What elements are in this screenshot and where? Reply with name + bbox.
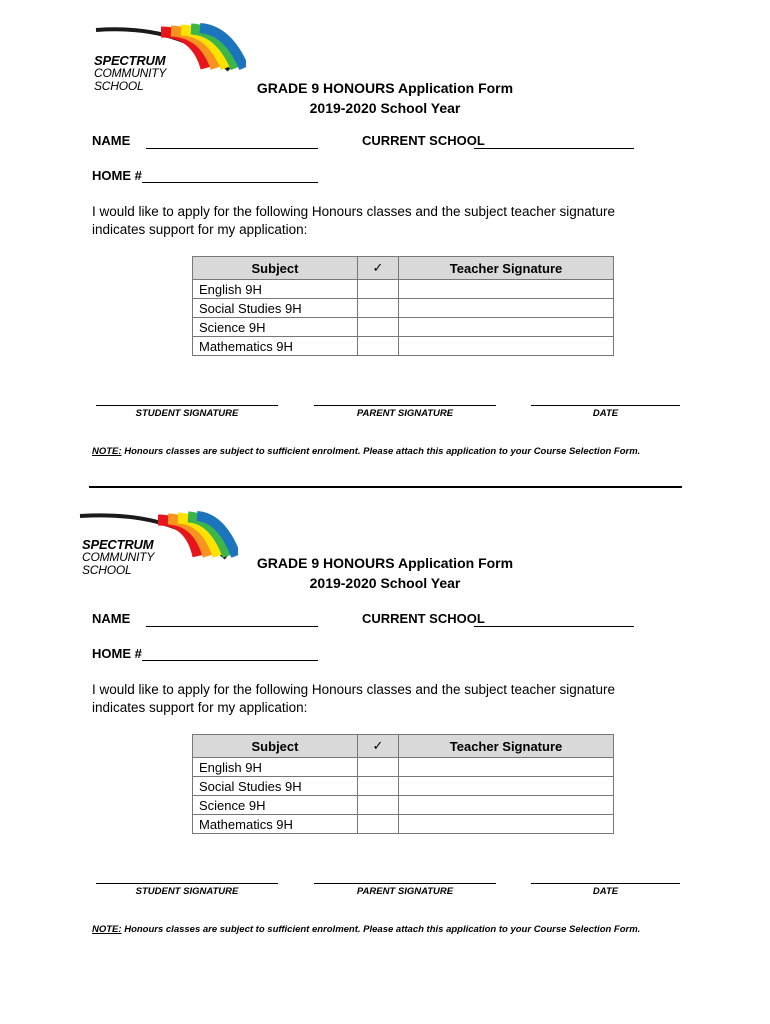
date-label: DATE xyxy=(592,408,619,419)
current-school-field[interactable] xyxy=(474,148,634,149)
subject-cell: Mathematics 9H xyxy=(193,815,358,834)
form-title xyxy=(0,78,770,118)
logo-line-2: COMMUNITY xyxy=(94,66,167,80)
logo-line-3: SCHOOL xyxy=(94,79,144,93)
intro-text: I would like to apply for the following Honours classes and the subject teacher signature indicates support for my application: xyxy=(92,204,616,237)
check-cell[interactable] xyxy=(358,777,399,796)
table-header-row xyxy=(193,735,614,758)
subject-cell: English 9H xyxy=(193,758,358,777)
form-title-line-1: GRADE 9 HONOURS Application Form xyxy=(256,555,514,571)
form-title-line-1: GRADE 9 HONOURS Application Form xyxy=(256,80,514,96)
check-cell[interactable] xyxy=(358,337,399,356)
name-field[interactable] xyxy=(146,626,318,627)
note xyxy=(92,924,640,935)
signature-cell[interactable] xyxy=(399,815,614,834)
table-row xyxy=(193,758,614,777)
signature-cell[interactable] xyxy=(399,318,614,337)
home-label: HOME # xyxy=(92,168,142,183)
subject-cell: English 9H xyxy=(193,280,358,299)
subject-cell: Science 9H xyxy=(193,318,358,337)
intro-text: I would like to apply for the following Honours classes and the subject teacher signature indicates support for my application: xyxy=(92,682,616,715)
note-text: Honours classes are subject to sufficient enrolment. Please attach this application to your Course Selection Form. xyxy=(121,924,641,935)
header-subject: Subject xyxy=(193,257,358,280)
header-check: ✓ xyxy=(358,735,399,758)
note-label: NOTE: xyxy=(92,924,122,935)
header-teacher-signature: Teacher Signature xyxy=(399,257,614,280)
logo-line-3: SCHOOL xyxy=(82,563,132,577)
signature-cell[interactable] xyxy=(399,337,614,356)
parent-signature-label: PARENT SIGNATURE xyxy=(356,408,454,419)
subject-cell: Mathematics 9H xyxy=(193,337,358,356)
form-title-line-2: 2019-2020 School Year xyxy=(309,100,461,116)
date-line[interactable] xyxy=(531,405,680,406)
parent-signature-line[interactable] xyxy=(314,405,496,406)
logo-line-1: SPECTRUM xyxy=(94,53,166,68)
note-text: Honours classes are subject to sufficient enrolment. Please attach this application to your Course Selection Form. xyxy=(121,446,641,457)
check-cell[interactable] xyxy=(358,758,399,777)
table-row xyxy=(193,777,614,796)
student-signature-line[interactable] xyxy=(96,405,278,406)
logo-line-1: SPECTRUM xyxy=(82,537,154,552)
subject-cell: Social Studies 9H xyxy=(193,299,358,318)
header-check: ✓ xyxy=(358,257,399,280)
school-logo xyxy=(86,22,246,93)
logo-line-2: COMMUNITY xyxy=(82,550,155,564)
table-header-row xyxy=(193,257,614,280)
table-row xyxy=(193,299,614,318)
header-teacher-signature: Teacher Signature xyxy=(399,735,614,758)
application-form-1 xyxy=(0,0,770,470)
table-row xyxy=(193,815,614,834)
signature-cell[interactable] xyxy=(399,299,614,318)
form-title xyxy=(0,550,770,593)
home-field[interactable] xyxy=(142,182,318,183)
form-title-line-2: 2019-2020 School Year xyxy=(309,575,461,591)
signature-cell[interactable] xyxy=(399,777,614,796)
subject-cell: Science 9H xyxy=(193,796,358,815)
table-row xyxy=(193,280,614,299)
name-label: NAME xyxy=(92,611,131,626)
current-school-field[interactable] xyxy=(474,626,634,627)
date-line[interactable] xyxy=(531,883,680,884)
student-signature-line[interactable] xyxy=(96,883,278,884)
home-field[interactable] xyxy=(142,660,318,661)
subject-cell: Social Studies 9H xyxy=(193,777,358,796)
home-label: HOME # xyxy=(92,646,142,661)
date-label: DATE xyxy=(592,886,619,897)
check-cell[interactable] xyxy=(358,815,399,834)
note-label: NOTE: xyxy=(92,446,122,457)
student-signature-label: STUDENT SIGNATURE xyxy=(135,408,239,419)
table-row xyxy=(193,796,614,815)
name-field[interactable] xyxy=(146,148,318,149)
subjects-table xyxy=(192,256,614,356)
check-cell[interactable] xyxy=(358,280,399,299)
signature-cell[interactable] xyxy=(399,796,614,815)
check-cell[interactable] xyxy=(358,318,399,337)
current-school-label: CURRENT SCHOOL xyxy=(362,611,485,626)
table-row xyxy=(193,337,614,356)
parent-signature-line[interactable] xyxy=(314,883,496,884)
note xyxy=(92,446,640,457)
student-signature-label: STUDENT SIGNATURE xyxy=(135,886,239,897)
header-subject: Subject xyxy=(193,735,358,758)
parent-signature-label: PARENT SIGNATURE xyxy=(356,886,454,897)
application-form-2 xyxy=(0,478,770,948)
subjects-table xyxy=(192,734,614,834)
signature-cell[interactable] xyxy=(399,758,614,777)
table-row xyxy=(193,318,614,337)
check-cell[interactable] xyxy=(358,299,399,318)
name-label: NAME xyxy=(92,133,131,148)
signature-cell[interactable] xyxy=(399,280,614,299)
check-cell[interactable] xyxy=(358,796,399,815)
current-school-label: CURRENT SCHOOL xyxy=(362,133,485,148)
